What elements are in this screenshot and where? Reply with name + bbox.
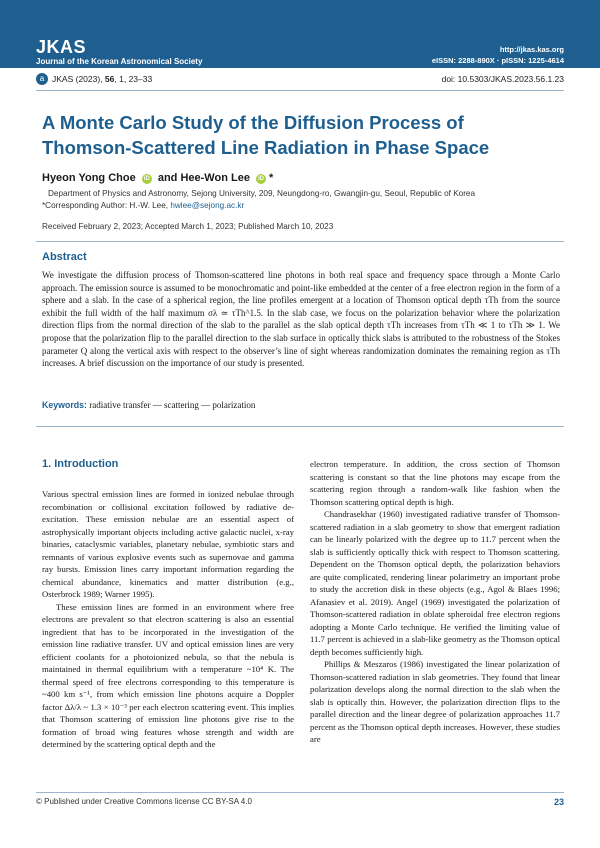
publication-dates: Received February 2, 2023; Accepted March 1, 2023; Published March 10, 2023	[42, 222, 334, 231]
license-text: © Published under Creative Commons license CC BY-SA 4.0	[36, 797, 252, 806]
paragraph: These emission lines are formed in an environment where free electrons are prevalent so that electron scattering is also an essential ingredient that has to be incorporated in the investigation of the emission line radiative transfer. UV and optical emission lines are very efficient coolants for a photoionized nebula, so that the nebula is maintained in thermal equilibrium with a temperature ~10⁴ K. The thermal speed of free electrons corresponding to this temperature is ~400 km s⁻¹, from which emission line photons acquire a Doppler factor Δλ/λ ~ 1.3 × 10⁻³ per each electron scattering event. This implies that Thomson scattering of emission line photons give rise to the formation of broad wing features whose strength and width are determined by the scattering optical depth and the	[42, 601, 294, 749]
citation-journal: JKAS (2023),	[52, 74, 105, 84]
author-1: Hyeon Yong Choe	[42, 172, 136, 184]
abstract-heading: Abstract	[42, 251, 87, 263]
corresponding-label: *Corresponding Author: H.-W. Lee,	[42, 201, 171, 210]
corresponding-star: *	[269, 172, 274, 184]
affiliation: Department of Physics and Astronomy, Sejong University, 209, Neungdong-ro, Gwangjin-gu, Seoul, Republic of Korea	[48, 189, 476, 198]
paragraph: electron temperature. In addition, the cross section of Thomson scattering is constant so that the line photons may escape from the scattering region through a random-walk like fashion when the Thomson scattering optical depth is high.	[310, 459, 560, 507]
section-heading-introduction: 1. Introduction	[42, 458, 119, 470]
keywords	[42, 400, 255, 410]
footer	[36, 797, 564, 806]
title-line-1: A Monte Carlo Study of the Diffusion Process of	[42, 112, 464, 133]
citation-volume: 56	[104, 74, 115, 84]
doi[interactable]: doi: 10.5303/JKAS.2023.56.1.23	[441, 74, 564, 84]
abstract-text: We investigate the diffusion process of Thomson-scattered line photons in both real space and frequency space through a Monte Carlo approach. The emission source is assumed to be monochromatic and point-like embedded at the center of a free electron region in the form of a sphere and a slab. In the case of a spherical region, the line profiles emergent at a location of Thomson optical depth τTh from the source exhibit the full width of the half maximum σλ ≃ τTh^1.5. In the slab case, we focus on the polarization behavior where the polarization direction flips from the normal direction of the slab to the parallel as the slab optical depth τTh increases from τTh ≪ 1 to τTh ≫ 1. We propose that the polarization flip to the parallel direction to the slab surface in optically thick slabs is attributed to the robustness of the Stokes parameter Q along the vertical axis with respect to the observer’s line of sight whereas randomization dominates the remaining region as τTh increases. A brief discussion on the importance of our study is presented.	[42, 270, 560, 369]
abstract-divider	[36, 426, 564, 427]
orcid-icon[interactable]: iD	[258, 176, 264, 182]
citation-pages: , 1, 23–33	[114, 74, 153, 84]
title-line-2: Thomson-Scattered Line Radiation in Phase Space	[42, 137, 490, 158]
paragraph: Various spectral emission lines are formed in ionized nebulae through recombination or collisional excitation followed by radiative de-excitation. These emission nebulae are an essential aspect of astrophysically important objects including active galactic nuclei, x-ray binaries, cataclysmic variables, planetary nebulae, symbiotic stars and remnants of various explosive events such as supernovae and gamma ray bursts. Emission lines carry important information regarding the chemical abundance, kinematics and matter distribution (e.g., Osterbrock 1989; Warner 1995).	[42, 489, 294, 599]
footer-divider	[36, 792, 564, 793]
open-access-icon: a	[36, 73, 48, 85]
keywords-text: radiative transfer — scattering — polarization	[89, 400, 256, 410]
corresponding-email-link[interactable]: hwlee@sejong.ac.kr	[170, 201, 245, 210]
journal-banner	[0, 0, 600, 68]
body-column-left	[42, 488, 294, 751]
orcid-icon[interactable]: iD	[143, 176, 150, 182]
citation	[52, 74, 152, 84]
journal-issn: eISSN: 2288-890X · pISSN: 1225-4614	[431, 56, 564, 65]
paragraph: Chandrasekhar (1960) investigated radiative transfer of Thomson-scattered radiation in a slab geometry to show that emergent radiation can be linearly polarized with the degree up to 11.7 percent when the slab is sufficiently optically thick with respect to Thomson scattering. Dependent on the Thomson optical depth, the polarization behaviors are quite complicated, rendering linear polarimetry an important probe to study the accretion disk in these objects (e.g., Agol & Blaes 1996; Afanasiev et al. 2019). Angel (1969) investigated the polarization of Thomson-scattered radiation in oblate spheroidal free electron regions adopting a Monte Carlo technique. He verified the limiting value of 11.7 percent is achieved in a slab-like geometry as the Thomson optical depth becomes sufficiently high.	[310, 509, 560, 657]
dates-divider	[36, 241, 564, 242]
author-2: and Hee-Won Lee	[157, 172, 250, 184]
page-number: 23	[553, 797, 564, 807]
body-column-right	[310, 458, 560, 746]
article-title	[42, 110, 542, 160]
corresponding-author	[42, 201, 244, 210]
paragraph: Phillips & Meszaros (1986) investigated the linear polarization of Thomson-scattered radiation in slab geometries. They found that linear polarization develops along the normal direction to the slab when the slab is optically thin. However, the polarization direction flips to the parallel direction and the linear degree of polarization approaches 11.7 percent as the Thomson optical depth increases. However, these studies are	[310, 659, 560, 744]
journal-short-name: JKAS	[36, 37, 87, 57]
journal-url[interactable]: http://jkas.kas.org	[499, 45, 564, 54]
header-divider	[36, 90, 564, 91]
author-list	[42, 172, 273, 184]
journal-full-name: Journal of the Korean Astronomical Society	[36, 57, 203, 66]
keywords-label: Keywords:	[42, 400, 87, 410]
citation-row	[36, 73, 564, 87]
